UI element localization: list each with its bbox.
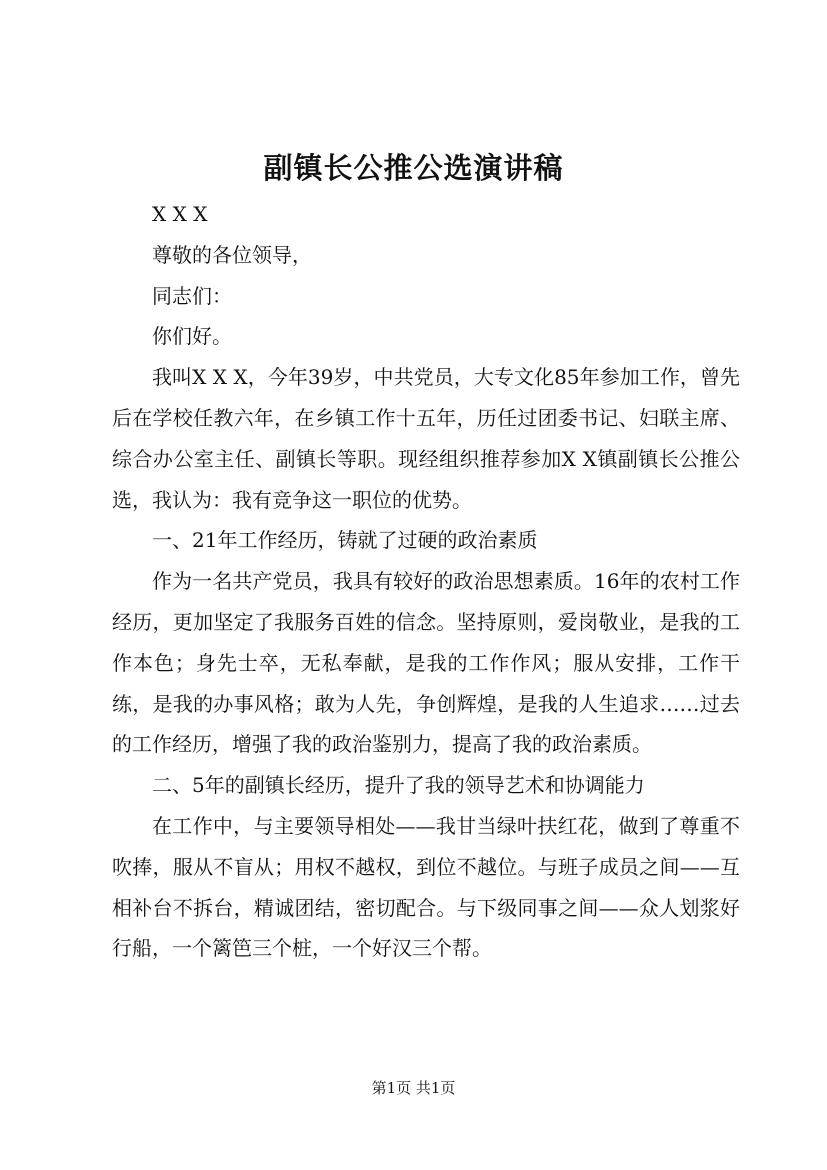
document-title: 副镇长公推公选演讲稿 (263, 151, 564, 185)
greeting: 你们好。 (152, 324, 232, 349)
salutation-comrades: 同志们： (152, 283, 232, 308)
page-footer: 第1页 共1页 (371, 1079, 456, 1097)
paragraph-section-2: 在工作中，与主要领导相处——我甘当绿叶扶红花，做到了尊重不吹捧，服从不盲从；用权不越权，到位不越位。与班子成员之间——互相补台不拆台，精诚团结，密切配合。与下级同事之间——众人划浆好行船，一个篱笆三个桩，一个好汉三个帮。 (112, 813, 740, 961)
section-heading-1: 一、21年工作经历，铸就了过硬的政治素质 (152, 528, 538, 553)
section-heading-2: 二、5年的副镇长经历，提升了我的领导艺术和协调能力 (152, 773, 645, 798)
author-line: X X X (152, 202, 208, 226)
paragraph-introduction: 我叫X X X，今年39岁，中共党员，大专文化85年参加工作，曾先后在学校任教六年，在乡镇工作十五年，历任过团委书记、妇联主席、综合办公室主任、副镇长等职。现经组织推荐参加X X镇副镇长公推公选，我认为：我有竞争这一职位的优势。 (112, 365, 740, 512)
document-body (112, 194, 740, 969)
paragraph-section-1: 作为一名共产党员，我具有较好的政治思想素质。16年的农村工作经历，更加坚定了我服务百姓的信念。坚持原则，爱岗敬业，是我的工作本色；身先士卒，无私奉献，是我的工作作风；服从安排，工作干练，是我的办事风格；敢为人先，争创辉煌，是我的人生追求……过去的工作经历，增强了我的政治鉴别力，提高了我的政治素质。 (112, 569, 740, 757)
salutation-leaders: 尊敬的各位领导， (152, 242, 312, 267)
